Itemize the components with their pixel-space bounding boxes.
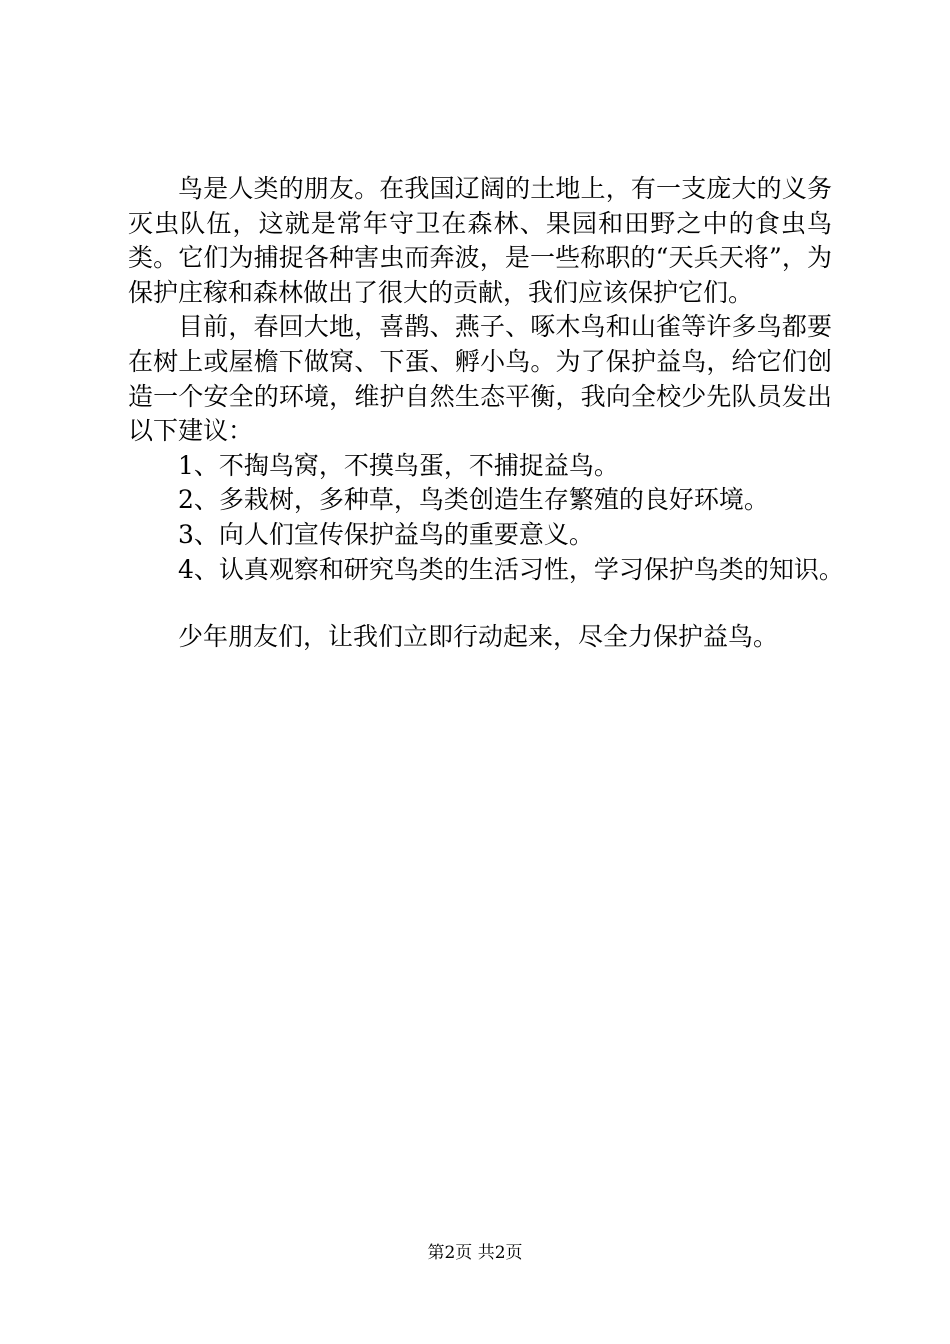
suggestion-item-2: 2、多栽树，多种草，鸟类创造生存繁殖的良好环境。 [178,485,769,515]
suggestion-item-1: 1、不掏鸟窝，不摸鸟蛋，不捕捉益鸟。 [178,450,619,480]
document-body [128,172,844,655]
paragraph-intro: 鸟是人类的朋友。在我国辽阔的土地上，有一支庞大的义务灭虫队伍，这就是常年守卫在森林、果园和田野之中的食虫鸟类。它们为捕捉各种害虫而奔波，是一些称职的“天兵天将”，为保护庄稼和森林做出了很大的贡献，我们应该保护它们。 [128,174,832,307]
suggestion-item-3: 3、向人们宣传保护益鸟的重要意义。 [178,519,594,549]
paragraph-proposal: 目前，春回大地，喜鹊、燕子、啄木鸟和山雀等许多鸟都要在树上或屋檐下做窝、下蛋、孵小鸟。为了保护益鸟，给它们创造一个安全的环境，维护自然生态平衡，我向全校少先队员发出以下建议： [128,312,832,446]
closing-paragraph: 少年朋友们，让我们立即行动起来，尽全力保护益鸟。 [178,622,779,652]
page-footer [0,1242,950,1264]
suggestion-item-4: 4、认真观察和研究鸟类的生活习性，学习保护鸟类的知识。 [178,554,844,584]
page-number-label: 第2页 共2页 [427,1243,523,1263]
